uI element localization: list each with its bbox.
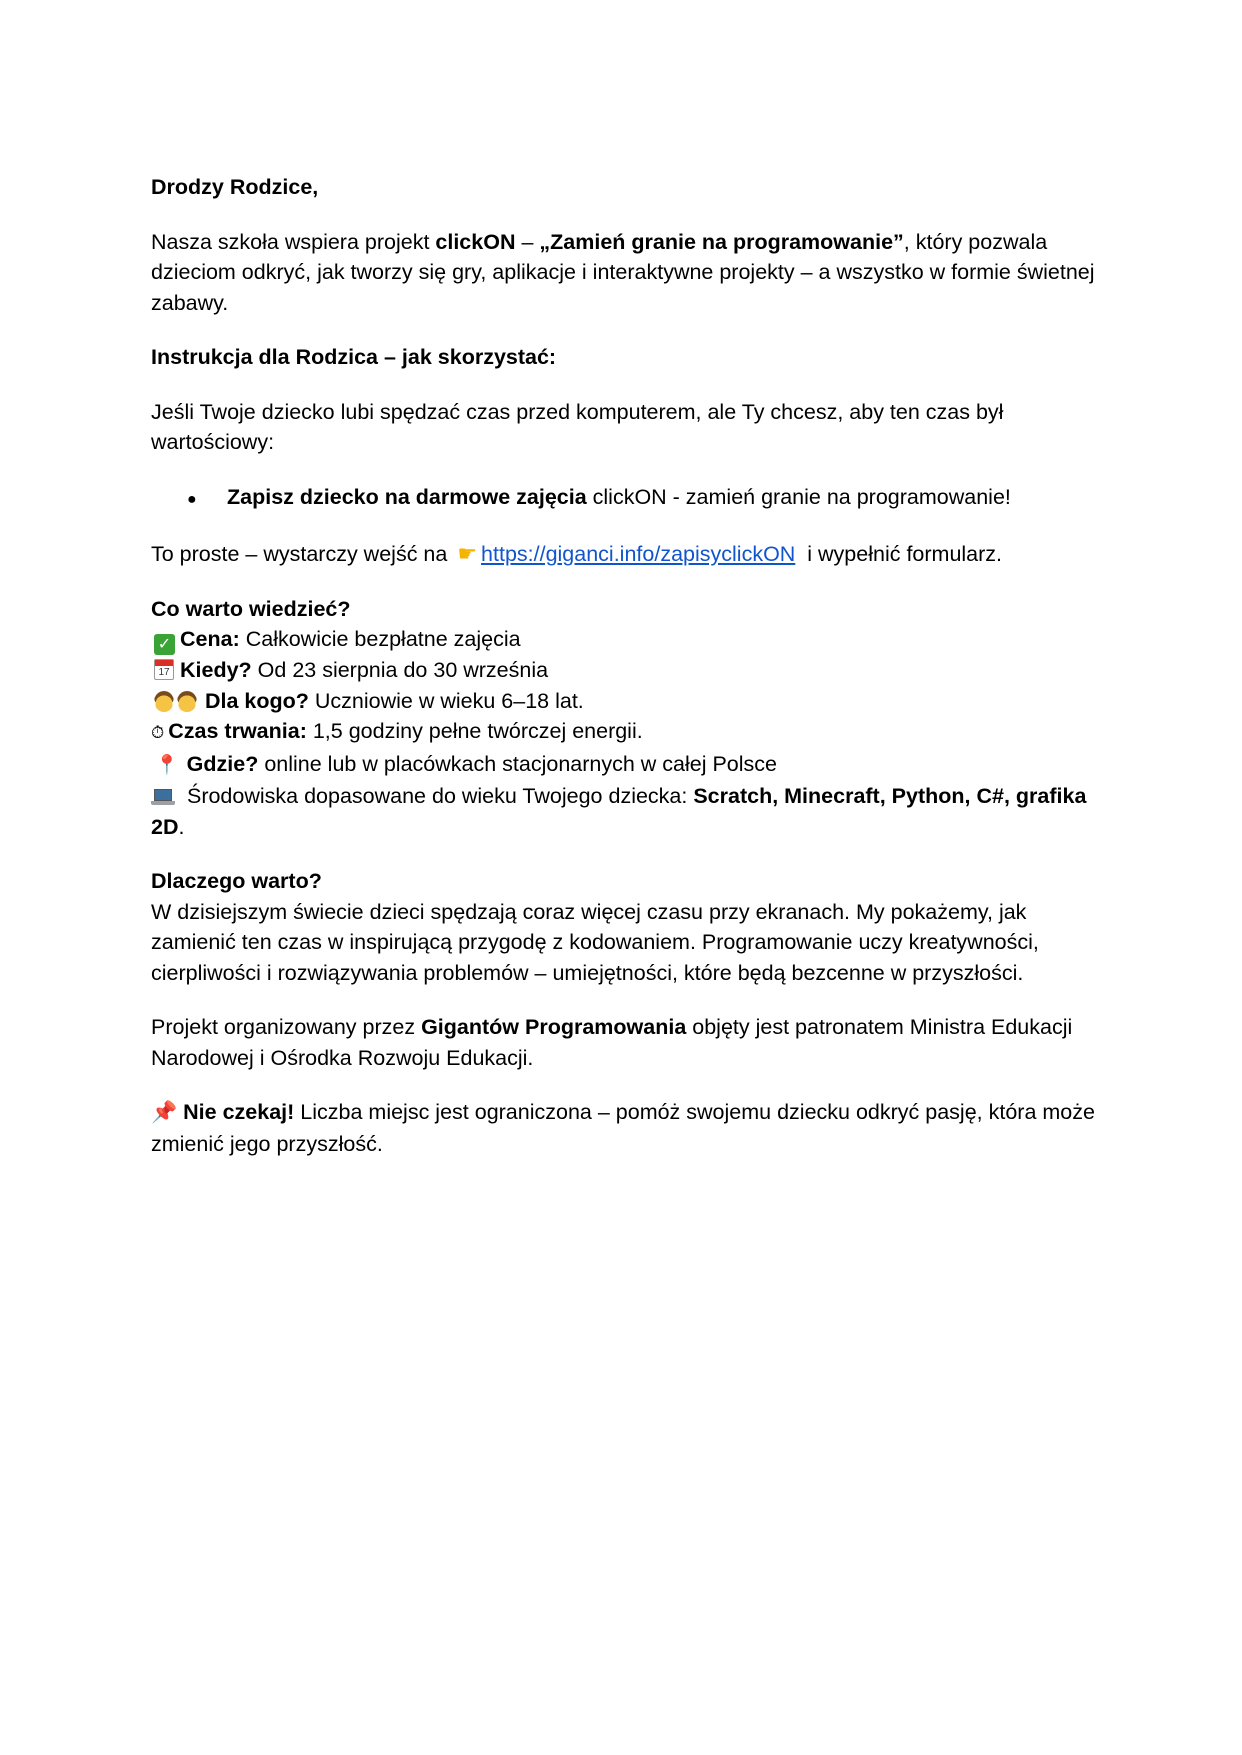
info-heading: Co warto wiedzieć? (151, 596, 351, 621)
signup-text-end: i wypełnić formularz. (795, 542, 1003, 566)
calendar-icon (154, 659, 174, 680)
who-label: Dla kogo? (205, 688, 309, 713)
intro-dash: – (515, 229, 540, 254)
instruction-heading: Instrukcja dla Rodzica – jak skorzystać: (151, 345, 557, 369)
timer-icon: ⏱ (151, 723, 165, 742)
info-price (151, 624, 1101, 655)
calendar-day: 17 (158, 667, 170, 678)
where-label: Gdzie? (186, 751, 259, 776)
price-label: Cena: (180, 627, 240, 651)
pin-icon: 📍 (155, 754, 179, 776)
greeting: Drodzy Rodzice, (151, 175, 319, 199)
why-text: W dzisiejszym świecie dzieci spędzają coraz więcej czasu przy ekranach. My pokażemy, jak zamienić ten czas w inspirującą przygodę z kodowaniem. Programowanie uczy kreatywności, cierpliwości i rozwiązywania problemów – umiejętności, które będą bezcenne w przyszłości. (151, 899, 1039, 985)
who-value: Uczniowie w wieku 6–18 lat. (308, 688, 584, 713)
bullet-rest: clickON - zamień granie na programowanie! (586, 484, 1011, 509)
info-environments (151, 781, 1101, 842)
when-label: Kiedy? (180, 658, 252, 682)
check-icon: ✓ (154, 634, 175, 655)
closing-bold: Nie czekaj! (183, 1100, 295, 1124)
instruction-text: Jeśli Twoje dziecko lubi spędzać czas przed komputerem, ale Ty chcesz, aby ten czas był wartościowy: (151, 399, 1004, 454)
organizer-text: Projekt organizowany przez (151, 1015, 422, 1039)
letter (151, 172, 1101, 1159)
signup-link[interactable]: https://giganci.info/zapisyclickON (481, 542, 796, 566)
duration-value: 1,5 godziny pełne twórczej energii. (306, 719, 643, 743)
intro-text-end: , który pozwala dzieciom odkryć, jak tworzy się gry, aplikacje i interaktywne projekty – a wszystko w formie świetnej zabawy. (151, 229, 1095, 315)
bullet-icon: ● (187, 490, 197, 508)
project-slogan: „Zamień granie na programowanie” (539, 229, 904, 254)
info-duration (151, 716, 1101, 749)
project-name: clickON (435, 229, 516, 254)
info-who (151, 686, 1101, 717)
duration-label: Czas trwania: (168, 719, 307, 743)
env-text: Środowiska dopasowane do wieku Twojego dziecka: (181, 784, 694, 808)
info-section (151, 594, 1101, 843)
why-section (151, 866, 1101, 988)
laptop-icon (151, 789, 175, 805)
pushpin-icon: 📌 (151, 1101, 178, 1124)
price-value: Całkowicie bezpłatne zajęcia (239, 627, 521, 651)
info-when (151, 655, 1101, 686)
list-item (187, 482, 1101, 516)
closing-text: Liczba miejsc jest ograniczona – pomóż swojemu dziecku odkryć pasję, która może zmienić jego przyszłość. (151, 1100, 1095, 1156)
intro-text: Nasza szkoła wspiera projekt (151, 229, 436, 254)
env-list: Scratch, Minecraft, Python, C#, grafika 2D (151, 784, 1087, 839)
bullet-text (227, 482, 1011, 513)
where-value: online lub w placówkach stacjonarnych w całej Polsce (258, 751, 777, 776)
signup-text: To proste – wystarczy wejść na (151, 542, 454, 566)
kids-icon (154, 686, 200, 717)
why-heading: Dlaczego warto? (151, 869, 322, 893)
signup-paragraph (151, 539, 1101, 570)
info-where (151, 749, 1101, 782)
intro-paragraph (151, 227, 1101, 319)
bullet-bold: Zapisz dziecko na darmowe zajęcia (227, 484, 587, 509)
env-end: . (178, 814, 185, 839)
pointing-hand-icon: ☛ (457, 541, 478, 566)
organizer-name: Gigantów Programowania (421, 1015, 687, 1039)
when-value: Od 23 sierpnia do 30 września (251, 658, 549, 682)
organizer-paragraph (151, 1012, 1101, 1073)
closing-paragraph (151, 1097, 1101, 1159)
organizer-text-end: objęty jest patronatem Ministra Edukacji Narodowej i Ośrodka Rozwoju Edukacji. (151, 1015, 1073, 1070)
